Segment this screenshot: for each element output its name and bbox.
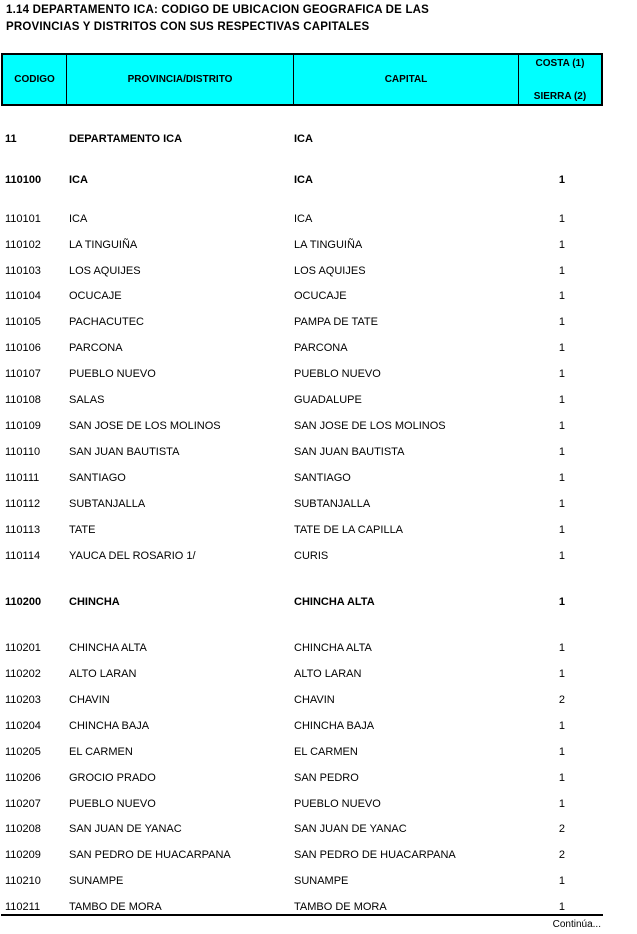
table-row	[0, 341, 637, 355]
document-title	[6, 2, 429, 36]
row-capital: LOS AQUIJES	[294, 265, 366, 277]
row-region: 1	[558, 668, 565, 680]
row-code: 110109	[5, 420, 41, 432]
table-row	[0, 822, 637, 836]
table-row	[0, 693, 637, 707]
row-code: 110102	[5, 239, 41, 251]
row-capital: LA TINGUIÑA	[294, 239, 363, 251]
row-code: 110203	[5, 694, 41, 706]
row-code: 110209	[5, 849, 41, 861]
row-code: 110110	[5, 446, 41, 458]
row-region: 1	[558, 342, 565, 354]
row-provincia-distrito: SUBTANJALLA	[69, 498, 146, 510]
row-code: 110107	[5, 368, 41, 380]
row-capital: SAN PEDRO	[294, 772, 359, 784]
table-row	[0, 264, 637, 278]
table-row	[0, 523, 637, 537]
row-region: 2	[558, 823, 565, 835]
row-provincia-distrito: ICA	[69, 174, 88, 186]
row-capital: PARCONA	[294, 342, 348, 354]
row-capital: CHINCHA BAJA	[294, 720, 375, 732]
row-region: 1	[558, 596, 565, 608]
table-row	[0, 848, 637, 862]
row-provincia-distrito: DEPARTAMENTO ICA	[69, 133, 183, 145]
row-provincia-distrito: CHINCHA BAJA	[69, 720, 150, 732]
header-capital: CAPITAL	[294, 55, 519, 104]
row-capital: SAN JOSE DE LOS MOLINOS	[294, 420, 446, 432]
row-capital: SAN PEDRO DE HUACARPANA	[294, 849, 456, 861]
row-capital: PAMPA DE TATE	[294, 316, 378, 328]
row-code: 110100	[5, 174, 42, 186]
header-region	[519, 55, 601, 104]
row-capital: CHINCHA ALTA	[294, 596, 375, 608]
row-provincia-distrito: SAN JOSE DE LOS MOLINOS	[69, 420, 221, 432]
row-capital: TAMBO DE MORA	[294, 901, 387, 913]
row-capital: CHAVIN	[294, 694, 335, 706]
row-code: 110112	[5, 498, 41, 510]
table-row	[0, 315, 637, 329]
row-capital: GUADALUPE	[294, 394, 362, 406]
row-capital: TATE DE LA CAPILLA	[294, 524, 404, 536]
row-provincia-distrito: CHAVIN	[69, 694, 110, 706]
row-code: 110210	[5, 875, 41, 887]
row-region: 1	[558, 524, 565, 536]
table-row	[0, 595, 637, 609]
table-row	[0, 471, 637, 485]
table-bottom-rule	[1, 914, 603, 916]
row-capital: SANTIAGO	[294, 472, 351, 484]
table-row	[0, 238, 637, 252]
row-provincia-distrito: PUEBLO NUEVO	[69, 798, 156, 810]
row-region: 1	[558, 720, 565, 732]
title-line-2: PROVINCIAS Y DISTRITOS CON SUS RESPECTIVAS CAPITALES	[6, 21, 370, 33]
row-capital: ALTO LARAN	[294, 668, 362, 680]
header-codigo: CODIGO	[3, 55, 67, 104]
table-row	[0, 900, 637, 914]
row-capital: CURIS	[294, 550, 329, 562]
row-provincia-distrito: SAN PEDRO DE HUACARPANA	[69, 849, 231, 861]
row-provincia-distrito: TAMBO DE MORA	[69, 901, 162, 913]
row-provincia-distrito: CHINCHA ALTA	[69, 642, 147, 654]
table-row	[0, 445, 637, 459]
row-region: 1	[558, 174, 565, 186]
table-row	[0, 212, 637, 226]
table-row	[0, 874, 637, 888]
table-row	[0, 719, 637, 733]
row-provincia-distrito: SUNAMPE	[69, 875, 124, 887]
row-region: 1	[558, 498, 565, 510]
row-provincia-distrito: PACHACUTEC	[69, 316, 144, 328]
table-row	[0, 797, 637, 811]
row-provincia-distrito: ICA	[69, 213, 88, 225]
row-code: 110103	[5, 265, 41, 277]
title-line-1: 1.14 DEPARTAMENTO ICA: CODIGO DE UBICACION GEOGRAFICA DE LAS	[6, 4, 430, 16]
row-code: 110200	[5, 596, 42, 608]
row-provincia-distrito: SANTIAGO	[69, 472, 126, 484]
row-code: 110201	[5, 642, 41, 654]
row-code: 110114	[5, 550, 41, 562]
row-code: 110101	[5, 213, 41, 225]
row-region: 1	[558, 316, 565, 328]
row-region: 1	[558, 368, 565, 380]
row-capital: SUBTANJALLA	[294, 498, 371, 510]
table-row	[0, 367, 637, 381]
row-code: 110108	[5, 394, 41, 406]
table-row	[0, 667, 637, 681]
header-provincia-distrito: PROVINCIA/DISTRITO	[67, 55, 294, 104]
row-code: 110111	[5, 472, 40, 484]
row-code: 110104	[5, 290, 41, 302]
row-code: 110211	[5, 901, 41, 913]
table-row	[0, 419, 637, 433]
row-code: 110206	[5, 772, 41, 784]
row-capital: SAN JUAN BAUTISTA	[294, 446, 405, 458]
row-region: 1	[558, 472, 565, 484]
row-capital: OCUCAJE	[294, 290, 347, 302]
row-capital: PUEBLO NUEVO	[294, 798, 381, 810]
header-costa: COSTA (1)	[535, 58, 585, 69]
row-region: 1	[558, 875, 565, 887]
row-region: 1	[558, 798, 565, 810]
row-region: 1	[558, 239, 565, 251]
row-capital: PUEBLO NUEVO	[294, 368, 381, 380]
table-row	[0, 497, 637, 511]
table-row	[0, 771, 637, 785]
row-code: 110105	[5, 316, 41, 328]
row-region: 2	[558, 694, 565, 706]
row-provincia-distrito: CHINCHA	[69, 596, 120, 608]
row-capital: CHINCHA ALTA	[294, 642, 372, 654]
continua-note: Continúa...	[552, 919, 601, 930]
row-region: 1	[558, 901, 565, 913]
row-capital: ICA	[294, 213, 313, 225]
row-capital: ICA	[294, 133, 313, 145]
row-provincia-distrito: LA TINGUIÑA	[69, 239, 138, 251]
row-region: 1	[558, 394, 565, 406]
row-region: 1	[558, 265, 565, 277]
row-code: 110205	[5, 746, 41, 758]
row-provincia-distrito: SAN JUAN BAUTISTA	[69, 446, 180, 458]
row-capital: SUNAMPE	[294, 875, 349, 887]
row-provincia-distrito: SAN JUAN DE YANAC	[69, 823, 182, 835]
row-code: 110113	[5, 524, 41, 536]
row-provincia-distrito: ALTO LARAN	[69, 668, 137, 680]
row-provincia-distrito: PUEBLO NUEVO	[69, 368, 156, 380]
row-provincia-distrito: YAUCA DEL ROSARIO 1/	[69, 550, 196, 562]
row-provincia-distrito: GROCIO PRADO	[69, 772, 156, 784]
row-capital: ICA	[294, 174, 313, 186]
header-sierra: SIERRA (2)	[533, 91, 587, 102]
table-row	[0, 173, 637, 187]
row-capital: SAN JUAN DE YANAC	[294, 823, 407, 835]
row-code: 110106	[5, 342, 41, 354]
row-region: 1	[558, 746, 565, 758]
row-code: 110208	[5, 823, 41, 835]
table-row	[0, 393, 637, 407]
row-provincia-distrito: PARCONA	[69, 342, 123, 354]
row-code: 110207	[5, 798, 41, 810]
row-region: 1	[558, 446, 565, 458]
table-header	[1, 53, 603, 106]
row-region: 1	[558, 213, 565, 225]
row-region: 1	[558, 420, 565, 432]
row-provincia-distrito: TATE	[69, 524, 96, 536]
row-code: 110202	[5, 668, 41, 680]
row-provincia-distrito: EL CARMEN	[69, 746, 133, 758]
row-provincia-distrito: SALAS	[69, 394, 105, 406]
table-row	[0, 289, 637, 303]
row-region: 1	[558, 772, 565, 784]
row-provincia-distrito: LOS AQUIJES	[69, 265, 141, 277]
row-provincia-distrito: OCUCAJE	[69, 290, 122, 302]
table-row	[0, 641, 637, 655]
row-region: 1	[558, 290, 565, 302]
table-row	[0, 549, 637, 563]
row-capital: EL CARMEN	[294, 746, 358, 758]
table-row	[0, 745, 637, 759]
row-region: 1	[558, 550, 565, 562]
row-code: 11	[5, 133, 17, 145]
row-code: 110204	[5, 720, 41, 732]
row-region: 1	[558, 642, 565, 654]
table-row	[0, 132, 637, 146]
row-region: 2	[558, 849, 565, 861]
